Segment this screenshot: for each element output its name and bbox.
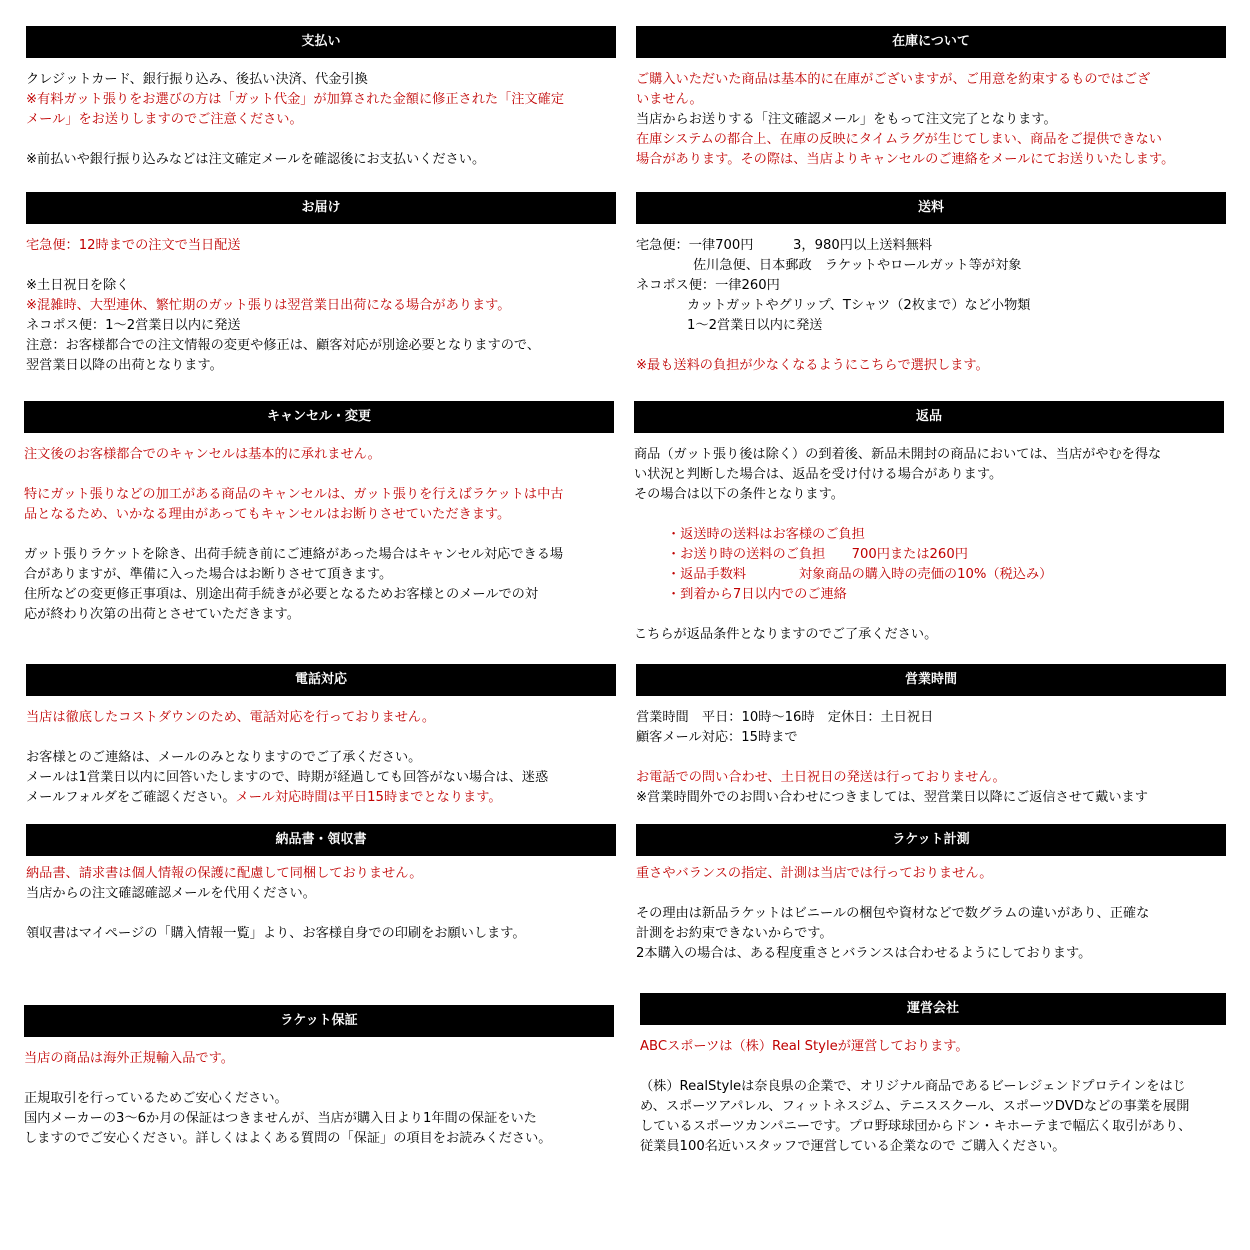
text-line: その理由は新品ラケットはビニールの梱包や資材などで数グラムの違いがあり、正確な [636,906,1150,921]
text-line: 応が終わり次第の出荷とさせていただきます。 [24,607,300,622]
section-header: ラケット保証 [24,1005,614,1037]
text-line: 営業時間 平日：10時～16時 定休日：土日祝日 [636,710,934,725]
text-line: 合がありますが、準備に入った場合はお断りさせて頂きます。 [24,567,393,582]
section-header: 在庫について [636,26,1226,58]
section-header: 納品書・領収書 [26,824,616,856]
text-line: 正規取引を行っているためご安心ください。 [24,1091,288,1106]
text-line: ※前払いや銀行振り込みなどは注文確定メールを確認後にお支払いください。 [26,152,486,167]
text-line: 計測をお約束できないからです。 [636,926,833,941]
notice-line: 特にガット張りなどの加工がある商品のキャンセルは、ガット張りを行えばラケットは中古 [24,487,564,502]
return-condition: ・到着から7日以内でのご連絡 [667,587,847,602]
notice-line: 品となるため、いかなる理由があってもキャンセルはお断りさせていただきます。 [24,507,511,522]
text-line: 当店からの注文確認確認メールを代用ください。 [26,886,316,901]
notice-segment: メール対応時間は平日15時までとなります。 [235,790,502,805]
notice-line: 注文後のお客様都合でのキャンセルは基本的に承れません。 [24,447,381,462]
notice-line: 当店の商品は海外正規輸入品です。 [24,1051,234,1066]
section-operator [640,993,1226,1157]
section-racket-warranty [24,1005,614,1149]
text-line: 佐川急便、日本郵政 ラケットやロールガット等が対象 [693,258,1022,273]
text-line: 国内メーカーの3～6か月の保証はつきませんが、当店が購入日より1年間の保証をいた [24,1111,537,1126]
text-line: 商品（ガット張り後は除く）の到着後、新品未開封の商品においては、当店がやむを得な [634,447,1162,462]
text-line: お客様とのご連絡は、メールのみとなりますのでご了承ください。 [26,750,422,765]
notice-line: 在庫システムの都合上、在庫の反映にタイムラグが生じてしまい、商品をご提供できない [636,132,1162,147]
text-line: ネコポス便：一律260円 [636,278,780,293]
text-line: 2本購入の場合は、ある程度重さとバランスは合わせるようにしております。 [636,946,1092,961]
text-line: 領収書はマイページの「購入情報一覧」より、お客様自身での印刷をお願いします。 [26,926,526,941]
section-header: 支払い [26,26,616,58]
notice-line: 納品書、請求書は個人情報の保護に配慮して同梱しておりません。 [26,866,423,881]
section-returns [634,401,1224,645]
text-line: 当店からお送りする「注文確認メール」をもって注文完了となります。 [636,112,1057,127]
notice-line: ※混雑時、大型連休、繁忙期のガット張りは翌営業日出荷になる場合があります。 [26,298,511,313]
notice-line: お電話での問い合わせ、土日祝日の発送は行っておりません。 [636,770,1006,785]
return-condition: ・返送時の送料はお客様のご負担 [667,527,865,542]
text-line: ガット張りラケットを除き、出荷手続き前にご連絡があった場合はキャンセル対応できる場 [24,547,564,562]
notice-line: メール」をお送りしますのでご注意ください。 [26,112,303,127]
return-condition: ・お送り時の送料のご負担 700円または260円 [667,547,968,562]
text-line: クレジットカード、銀行振り込み、後払い決済、代金引換 [26,72,368,87]
notice-line: 場合があります。その際は、当店よりキャンセルのご連絡をメールにてお送りいたします。 [636,152,1175,167]
text-line: 住所などの変更修正事項は、別途出荷手続きが必要となるためお客様とのメールでの対 [24,587,539,602]
section-header: 返品 [634,401,1224,433]
notice-line: ABCスポーツは（株）Real Styleが運営しております。 [640,1039,969,1054]
section-header: 送料 [636,192,1226,224]
section-header: ラケット計測 [636,824,1226,856]
notice-line: ※最も送料の負担が少なくなるようにこちらで選択します。 [636,358,989,373]
text-line: 従業員100名近いスタッフで運営している企業なので ご購入ください。 [640,1139,1066,1154]
text-line: こちらが返品条件となりますのでご了承ください。 [634,627,938,642]
section-header: お届け [26,192,616,224]
text-line: ネコポス便：1～2営業日以内に発送 [26,318,241,333]
section-header: 営業時間 [636,664,1226,696]
section-phone [26,664,616,808]
section-delivery [26,192,616,376]
text-line: め、スポーツアパレル、フィットネスジム、テニススクール、スポーツDVDなどの事業を展開 [640,1099,1190,1114]
text-line: （株）RealStyleは奈良県の企業で、オリジナル商品であるビーレジェンドプロテインをはじ [640,1079,1186,1094]
section-header: キャンセル・変更 [24,401,614,433]
text-line: カットガットやグリップ、Tシャツ（2枚まで）など小物類 [687,298,1031,313]
text-line [26,788,616,808]
section-cancel [24,401,614,625]
section-payment [26,26,616,170]
text-line: 顧客メール対応：15時まで [636,730,798,745]
section-header: 運営会社 [640,993,1226,1025]
section-hours [636,664,1226,808]
section-invoice [26,824,616,944]
notice-line: 重さやバランスの指定、計測は当店では行っておりません。 [636,866,993,881]
notice-line: ※有料ガット張りをお選びの方は「ガット代金」が加算された金額に修正された「注文確定 [26,92,565,107]
text-line: ※土日祝日を除く [26,278,130,293]
notice-line: 当店は徹底したコストダウンのため、電話対応を行っておりません。 [26,710,436,725]
text-line: しますのでご安心ください。詳しくはよくある質問の「保証」の項目をお読みください。 [24,1131,552,1146]
notice-line: ご購入いただいた商品は基本的に在庫がございますが、ご用意を約束するものではござ [636,72,1151,87]
text-line: い状況と判断した場合は、返品を受け付ける場合があります。 [634,467,1003,482]
text-line: 1～2営業日以内に発送 [687,318,823,333]
section-shipping [636,192,1226,376]
section-header: 電話対応 [26,664,616,696]
text-segment: メールフォルダをご確認ください。 [26,790,236,805]
section-stock [636,26,1226,170]
text-line: 宅急便：一律700円 3，980円以上送料無料 [636,238,933,253]
text-line: 注意：お客様都合での注文情報の変更や修正は、顧客対応が別途必要となりますので、 [26,338,541,353]
notice-line: 宅急便：12時までの注文で当日配送 [26,238,241,253]
text-line: 翌営業日以降の出荷となります。 [26,358,223,373]
text-line: その場合は以下の条件となります。 [634,487,844,502]
text-line: ※営業時間外でのお問い合わせにつきましては、翌営業日以降にご返信させて戴います [636,790,1148,805]
return-condition: ・返品手数料 対象商品の購入時の売価の10%（税込み） [667,567,1053,582]
text-line: メールは1営業日以内に回答いたしますので、時期が経過しても回答がない場合は、迷惑 [26,770,549,785]
section-racket-measurement [636,824,1226,964]
notice-line: いません。 [636,92,703,107]
text-line: しているスポーツカンパニーです。プロ野球球団からドン・キホーテまで幅広く取引があり、 [640,1119,1192,1134]
